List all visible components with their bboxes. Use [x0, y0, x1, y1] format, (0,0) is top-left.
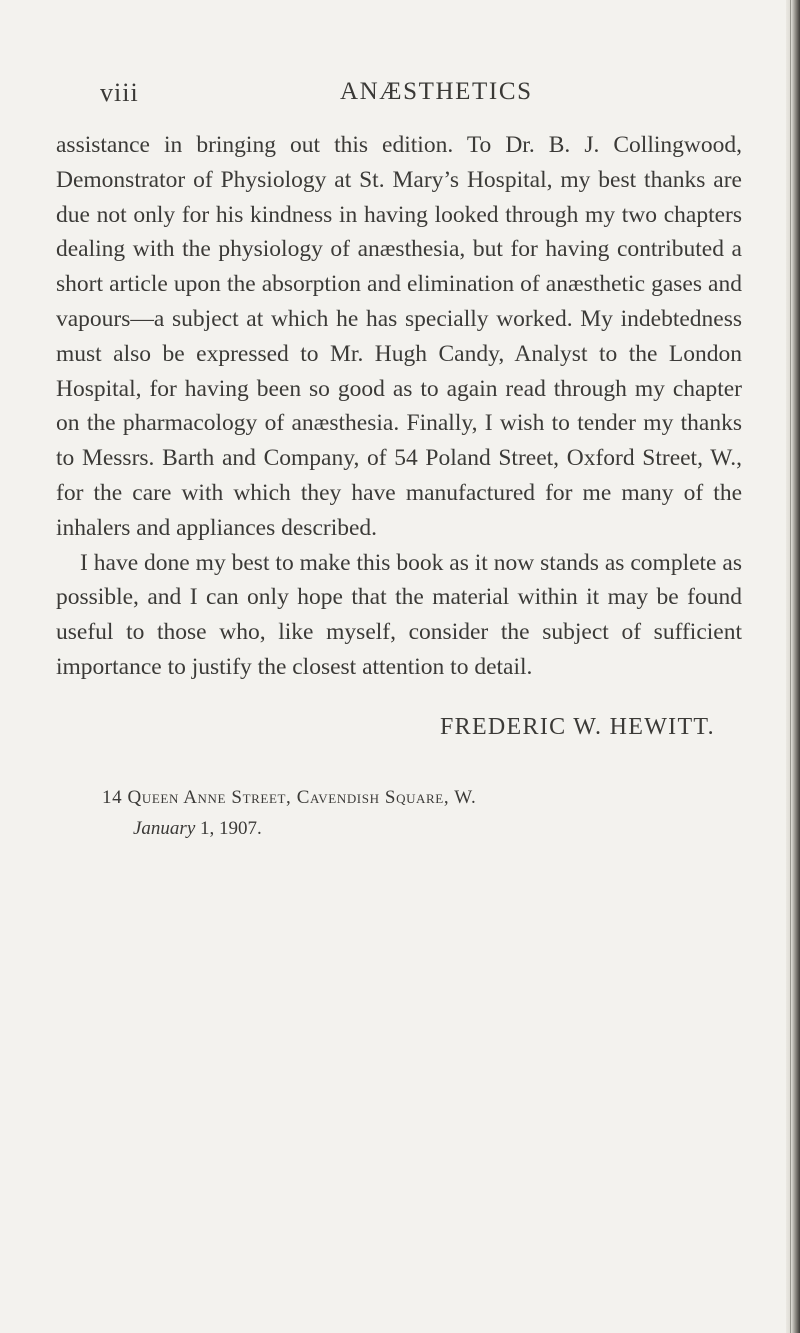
- preface-date: [133, 818, 262, 840]
- paragraph-acknowledgements: assistance in bringing out this edition. To Dr. B. J. Collingwood, Demonstrator of Physiology at St. Mary’s Hospital, my best thanks are due not only for his kindness in having looked through my two chapters dealing with the physiology of anæsthesia, but for having contributed a short article upon the absorption and elimination of anæsthetic gases and vapours—a subject at which he has specially worked. My indebtedness must also be expressed to Mr. Hugh Candy, Analyst to the London Hospital, for having been so good as to again read through my chapter on the pharmacology of anæsthesia. Finally, I wish to tender my thanks to Messrs. Barth and Company, of 54 Poland Street, Oxford Street, W., for the care with which they have manufactured for me many of the inhalers and appliances described.: [56, 132, 742, 541]
- page-number: viii: [100, 78, 139, 107]
- running-title: ANÆSTHETICS: [340, 78, 533, 105]
- preface-body: [56, 128, 742, 685]
- author-signature: FREDERIC W. HEWITT.: [440, 714, 715, 740]
- page-edge-line: [790, 0, 791, 1333]
- date-month: January: [133, 818, 196, 839]
- paragraph-closing: [56, 546, 742, 685]
- date-rest: 1, 1907.: [195, 818, 262, 839]
- author-address: 14 Queen Anne Street, Cavendish Square, W.: [102, 787, 477, 808]
- page-edge-shadow: [786, 0, 800, 1333]
- page-header: [100, 78, 732, 118]
- paragraph-closing-text: I have done my best to make this book as it now stands as complete as possible, and I can only hope that the material within it may be found useful to those who, like myself, consider the subject of sufficient importance to justify the closest attention to detail.: [56, 549, 742, 680]
